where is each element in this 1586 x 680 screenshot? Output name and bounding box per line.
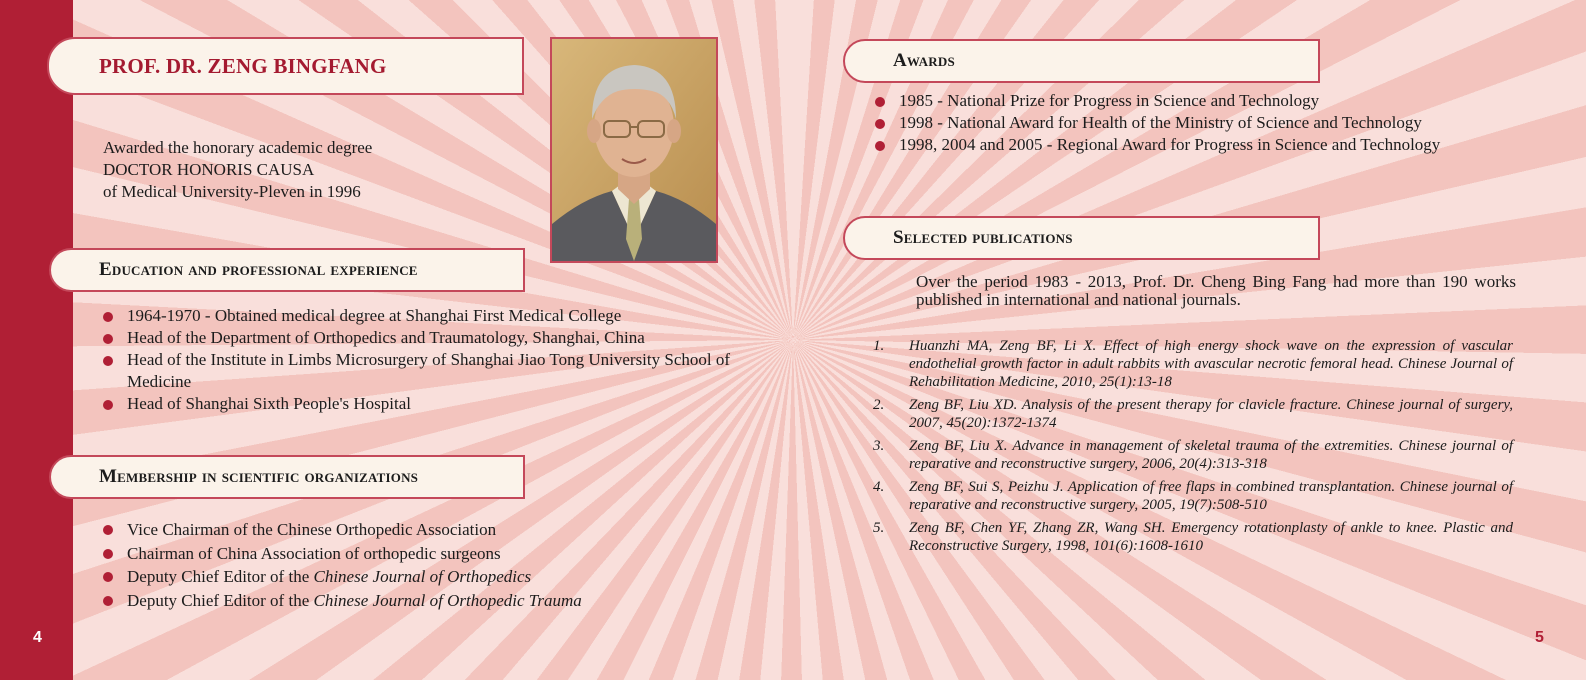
- item-text: Chairman of China Association of orthopedic surgeons: [127, 543, 501, 563]
- list-item: 1985 - National Prize for Progress in Science and Technology: [875, 90, 1575, 112]
- list-item: Head of the Department of Orthopedics and Traumatology, Shanghai, China: [103, 327, 743, 349]
- name-banner: [47, 37, 524, 95]
- awards-list: [875, 90, 1575, 156]
- education-title: Education and professional experience: [99, 259, 418, 280]
- intro-line: Awarded the honorary academic degree: [103, 138, 373, 157]
- list-item: Head of the Institute in Limbs Microsurgery of Shanghai Jiao Tong University School of Medicine: [103, 349, 743, 393]
- portrait-photo: [550, 37, 718, 263]
- publication-number: 1.: [873, 338, 885, 354]
- list-item: Head of Shanghai Sixth People's Hospital: [103, 393, 743, 415]
- publication-item: [873, 437, 1513, 473]
- publication-number: 4.: [873, 479, 885, 495]
- page-number-right: 5: [1535, 629, 1544, 646]
- honorary-degree-text: [103, 137, 372, 203]
- item-text: Vice Chairman of the Chinese Orthopedic Association: [127, 520, 497, 539]
- publication-number: 5.: [873, 520, 885, 536]
- publication-number: 3.: [873, 438, 885, 454]
- left-page-bar: [0, 0, 73, 680]
- list-item: 1998 - National Award for Health of the Ministry of Science and Technology: [875, 112, 1575, 134]
- awards-section-header: [843, 39, 1320, 83]
- education-list: [103, 305, 743, 415]
- membership-list: [103, 518, 743, 612]
- publication-item: [873, 337, 1513, 391]
- intro-line: of Medical University-Pleven in 1996: [103, 182, 361, 201]
- publications-section-header: [843, 216, 1320, 260]
- page-number-left: 4: [33, 629, 42, 646]
- publication-number: 2.: [873, 397, 885, 413]
- person-name: PROF. DR. ZENG BINGFANG: [99, 53, 387, 78]
- item-journal: Chinese Journal of Orthopedics: [313, 567, 532, 586]
- publication-citation: Zeng BF, Liu X. Advance in management of skeletal trauma of the extremities. Chinese journal of reparative and reconstructive surgery, 2006, 20(4):313-318: [909, 438, 1513, 472]
- publication-citation: Zeng BF, Chen YF, Zhang ZR, Wang SH. Emergency rotationplasty of ankle to knee. Plastic and Reconstructive Surgery, 1998, 101(6):1608-1610: [909, 520, 1513, 554]
- membership-title: Membership in scientific organizations: [99, 466, 419, 487]
- list-item: [103, 542, 743, 566]
- intro-line: DOCTOR HONORIS CAUSA: [103, 160, 315, 179]
- list-item: [103, 565, 743, 589]
- item-text: Deputy Chief Editor of the: [127, 590, 314, 610]
- publication-citation: Zeng BF, Sui S, Peizhu J. Application of free flaps in combined transplantation. Chinese journal of reparative and reconstructive surgery, 2005, 19(7):508-510: [909, 479, 1513, 513]
- portrait-image: [552, 39, 716, 261]
- list-item: 1998, 2004 and 2005 - Regional Award for Progress in Science and Technology: [875, 134, 1575, 156]
- list-item: [103, 589, 743, 613]
- publication-item: [873, 396, 1513, 432]
- item-journal: Chinese Journal of Orthopedic Trauma: [313, 590, 582, 610]
- publications-title: Selected publications: [893, 227, 1073, 248]
- list-item: [103, 518, 743, 542]
- publications-list: [873, 337, 1513, 560]
- publication-item: [873, 519, 1513, 555]
- education-section-header: [49, 248, 525, 292]
- publication-citation: Zeng BF, Liu XD. Analysis of the present therapy for clavicle fracture. Chinese journal of surgery, 2007, 45(20):1372-1374: [909, 397, 1513, 431]
- publications-intro: Over the period 1983 - 2013, Prof. Dr. Cheng Bing Fang had more than 190 works published in international and national journals.: [916, 272, 1516, 309]
- awards-title: Awards: [893, 50, 955, 71]
- publication-item: [873, 478, 1513, 514]
- item-text: Deputy Chief Editor of the: [127, 567, 314, 586]
- membership-section-header: [49, 455, 525, 499]
- list-item: 1964-1970 - Obtained medical degree at Shanghai First Medical College: [103, 305, 743, 327]
- publication-citation: Huanzhi MA, Zeng BF, Li X. Effect of high energy shock wave on the expression of vascular endothelial growth factor in adult rabbits with avascular necrotic femoral head. Chinese Journal of Rehabilitation Medicine, 2010, 25(1):13-18: [909, 338, 1513, 390]
